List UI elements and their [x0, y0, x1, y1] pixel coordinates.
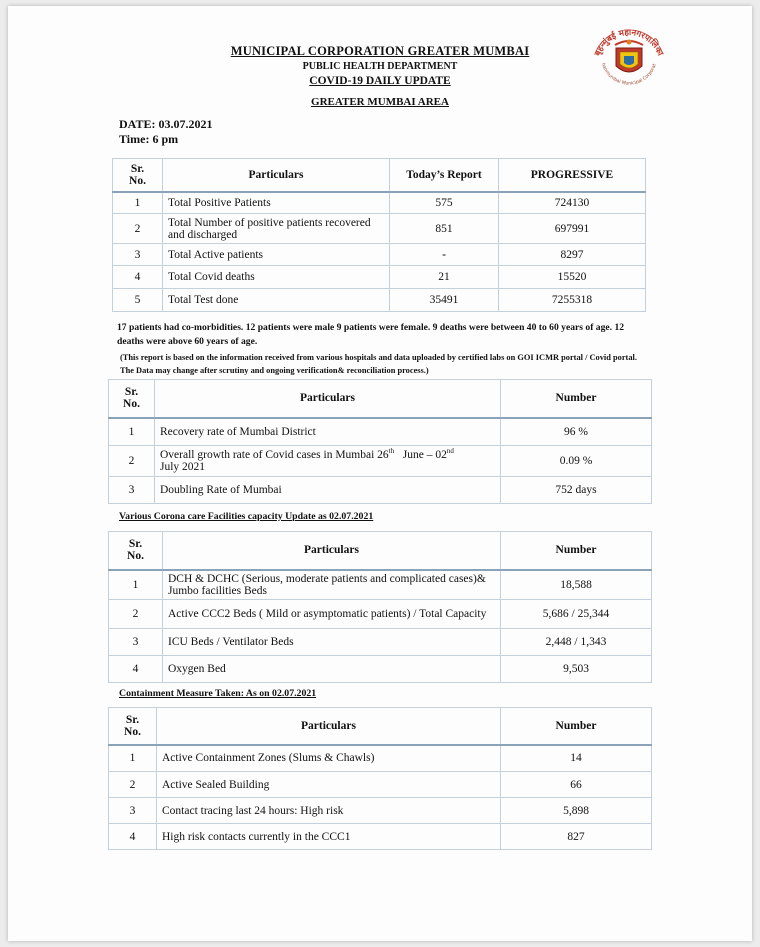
- comorbidity-note: 17 patients had co-morbidities. 12 patients were male 9 patients were female. 9 deaths were between 40 to 60 years of age. 12 deaths were above 60 years of age.: [117, 322, 625, 347]
- cell-particulars: High risk contacts currently in the CCC1: [157, 824, 501, 850]
- org-name: MUNICIPAL CORPORATION GREATER MUMBAI: [230, 44, 530, 58]
- disclaimer-note: (This report is based on the information received from various hospitals and data uploaded by certified labs on GOI ICMR portal / Covid portal. The Data may change after scrutiny and ongoing verification& reconciliation process.): [120, 353, 637, 375]
- cell-sr: 4: [109, 656, 163, 683]
- cell-sr: 3: [109, 477, 155, 504]
- cell-progressive: 724130: [499, 192, 646, 214]
- area-name: GREATER MUMBAI AREA: [311, 96, 449, 108]
- cell-particulars: Active CCC2 Beds ( Mild or asymptomatic patients) / Total Capacity: [163, 600, 501, 629]
- cell-sr: 3: [109, 798, 157, 824]
- cell-number: 0.09 %: [501, 446, 652, 477]
- cell-sr: 2: [109, 772, 157, 798]
- table-row: [109, 656, 652, 683]
- table-row: [109, 418, 652, 446]
- header-particulars: Particulars: [163, 159, 390, 192]
- cell-particulars: Active Sealed Building: [157, 772, 501, 798]
- cell-number: 752 days: [501, 477, 652, 504]
- cell-progressive: 7255318: [499, 289, 646, 312]
- table-row: [109, 629, 652, 656]
- cell-sr: 1: [109, 570, 163, 600]
- table-row: [109, 570, 652, 600]
- cell-number: 827: [501, 824, 652, 850]
- table-row: [113, 192, 646, 214]
- cell-today: 851: [390, 214, 499, 244]
- cell-sr: 3: [109, 629, 163, 656]
- cell-sr: 1: [113, 192, 163, 214]
- table-row: [109, 446, 652, 477]
- table-row: [109, 824, 652, 850]
- cell-number: 18,588: [501, 570, 652, 600]
- cell-particulars: ICU Beds / Ventilator Beds: [163, 629, 501, 656]
- cell-number: 5,686 / 25,344: [501, 600, 652, 629]
- cell-particulars: Contact tracing last 24 hours: High risk: [157, 798, 501, 824]
- facilities-table: [108, 531, 652, 683]
- table-row: [113, 289, 646, 312]
- header-number: Number: [501, 380, 652, 418]
- cell-particulars: Total Covid deaths: [163, 266, 390, 289]
- table-row: [113, 214, 646, 244]
- cell-particulars: DCH & DCHC (Serious, moderate patients and complicated cases)& Jumbo facilities Beds: [163, 570, 501, 600]
- containment-section-title: Containment Measure Taken: As on 02.07.2021: [119, 688, 317, 699]
- cell-number: 96 %: [501, 418, 652, 446]
- cell-sr: 3: [113, 244, 163, 266]
- logo-arc-text: बृहन्मुंबई महानगरपालिका: [592, 27, 666, 58]
- containment-table: [108, 707, 652, 850]
- report-date: DATE: 03.07.2021: [119, 117, 213, 131]
- cell-particulars: Overall growth rate of Covid cases in Mumbai 26th June – 02nd July 2021: [155, 446, 501, 477]
- header-number: Number: [501, 532, 652, 570]
- cell-sr: 5: [113, 289, 163, 312]
- table-row: [109, 745, 652, 772]
- cell-today: -: [390, 244, 499, 266]
- cell-number: 66: [501, 772, 652, 798]
- table-row: [109, 798, 652, 824]
- cell-number: 5,898: [501, 798, 652, 824]
- cell-particulars: Doubling Rate of Mumbai: [155, 477, 501, 504]
- cell-sr: 2: [113, 214, 163, 244]
- header-particulars: Particulars: [163, 532, 501, 570]
- header-particulars: Particulars: [155, 380, 501, 418]
- cell-particulars: Total Number of positive patients recovered and discharged: [163, 214, 390, 244]
- cell-sr: 2: [109, 446, 155, 477]
- cell-today: 35491: [390, 289, 499, 312]
- cell-sr: 1: [109, 418, 155, 446]
- cell-sr: 2: [109, 600, 163, 629]
- header-progressive: PROGRESSIVE: [499, 159, 646, 192]
- header-sr-no: Sr. No.: [109, 708, 157, 745]
- cell-sr: 4: [113, 266, 163, 289]
- cell-particulars: Total Active patients: [163, 244, 390, 266]
- report-time: Time: 6 pm: [119, 132, 179, 146]
- header-todays-report: Today’s Report: [390, 159, 499, 192]
- rates-table: [108, 379, 652, 504]
- cell-number: 2,448 / 1,343: [501, 629, 652, 656]
- daily-report-table: [112, 158, 646, 312]
- cell-progressive: 8297: [499, 244, 646, 266]
- table-row: [113, 266, 646, 289]
- header-number: Number: [501, 708, 652, 745]
- cell-particulars: Recovery rate of Mumbai District: [155, 418, 501, 446]
- document-title: COVID-19 DAILY UPDATE: [309, 75, 451, 87]
- header-sr-no: Sr. No.: [109, 380, 155, 418]
- table-row: [113, 244, 646, 266]
- table-row: [109, 600, 652, 629]
- cell-particulars: Total Test done: [163, 289, 390, 312]
- table-row: [109, 477, 652, 504]
- cell-particulars: Active Containment Zones (Slums & Chawls): [157, 745, 501, 772]
- header-particulars: Particulars: [157, 708, 501, 745]
- cell-today: 21: [390, 266, 499, 289]
- logo-lower-text: hanmumbai Municipal Corporat: [599, 62, 658, 87]
- cell-progressive: 697991: [499, 214, 646, 244]
- header-sr-no: Sr. No.: [113, 159, 163, 192]
- cell-number: 14: [501, 745, 652, 772]
- header-sr-no: Sr. No.: [109, 532, 163, 570]
- cell-number: 9,503: [501, 656, 652, 683]
- cell-particulars: Total Positive Patients: [163, 192, 390, 214]
- cell-particulars: Oxygen Bed: [163, 656, 501, 683]
- department-name: PUBLIC HEALTH DEPARTMENT: [302, 61, 458, 72]
- cell-sr: 1: [109, 745, 157, 772]
- facilities-section-title: Various Corona care Facilities capacity Update as 02.07.2021: [119, 511, 374, 522]
- cell-progressive: 15520: [499, 266, 646, 289]
- cell-sr: 4: [109, 824, 157, 850]
- table-row: [109, 772, 652, 798]
- cell-today: 575: [390, 192, 499, 214]
